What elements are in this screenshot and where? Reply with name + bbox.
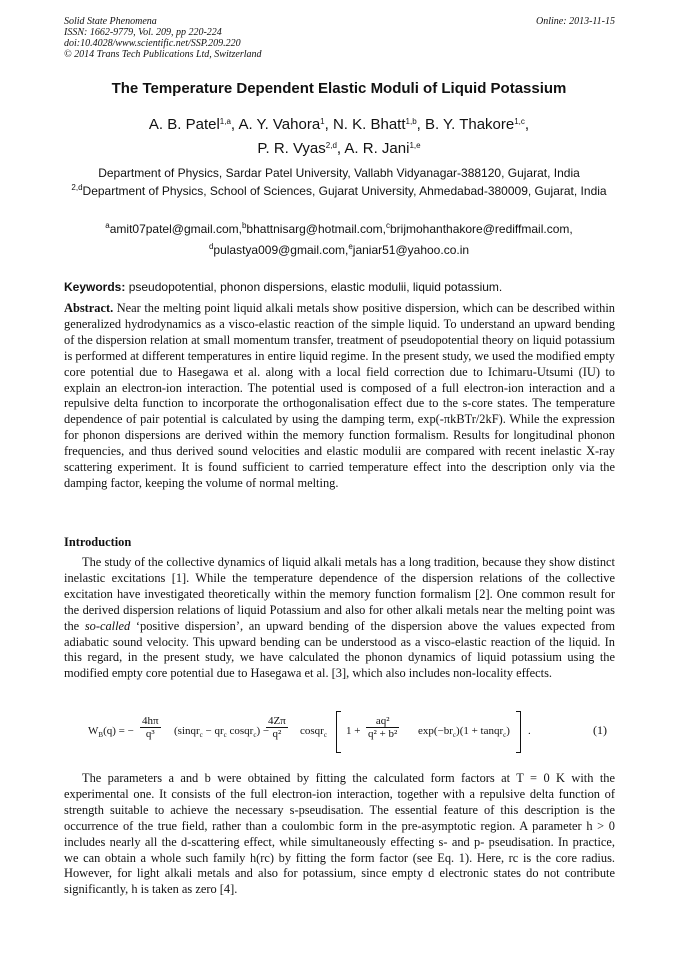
section-heading-introduction: Introduction xyxy=(64,535,132,549)
issn: ISSN: 1662-9779, Vol. 209, pp 220-224 xyxy=(64,27,222,38)
emails-line-2: $^d$pulastya009@gmail.com,$^e$janiar51@yahoo.co.in xyxy=(208,242,470,257)
intro-paragraph-2: The parameters a and b were obtained by fitting the calculated form factors at T = 0 K with the experimental one. It consists of the full electron-ion interaction, together with a repulsive delta function of strength suitable to achieve the necessary s-pseudisation. The essential feature of this description is the occurrence of the true field, rather than a coulombic form in the pre-asymptotic region. A parameter h > 0 includes nearly all the d-scattering effect, while simultaneously effecting s- and p- pseudisation. In practice, we can obtain a whole such family h(rc) by fitting the form factor (see Eq. 1). Here, rc is the core radius. However, for light alkali metals and also for potassium, since empty d electronic states do not contribute significantly, h is taken as zero [4]. xyxy=(64,771,615,897)
equation-1: $W_B(q)$ = − $\frac{4h\pi}{\text{q³}}$ (sinqr$_c$ − $qr_c$ cosqr$_c$) − $\frac{4Z\pi}{\text{q²}}$ cosqr$_c$ 1 + $\frac{\text{aq²}}{\text{q² + b²}}$ $\exp(-br_c)(1$ + tanqr$_c$) . (1) xyxy=(88,711,608,755)
authors-line-1: A. B. Patel$^{1,a}$, A. Y. Vahora$^1$, N. K. Bhatt$^{1,b}$, B. Y. Thakore$^{1,c}$, xyxy=(148,116,530,133)
email: pulastya009@gmail.com, xyxy=(213,243,349,257)
abstract xyxy=(64,301,615,492)
keywords-text: pseudopotential, phonon dispersions, elastic modulii, liquid potassium. xyxy=(125,280,503,294)
left-bracket xyxy=(336,711,341,753)
emails-line-1: $^a$amit07patel@gmail.com,$^b$bhattnisarg@hotmail.com,$^c$brijmohanthakore@rediffmail.com, xyxy=(105,221,573,236)
email: amit07patel@gmail.com, xyxy=(109,222,242,236)
copyright: © 2014 Trans Tech Publications Ltd, Switzerland xyxy=(64,49,262,60)
abstract-label: Abstract. xyxy=(64,301,114,315)
email: janiar51@yahoo.co.in xyxy=(352,243,470,257)
keywords xyxy=(64,280,615,294)
affiliation-2: $^{2,d}$Department of Physics, School of Sciences, Gujarat University, Ahmedabad-380009, Gujarat, India xyxy=(71,183,607,198)
author: A. B. Patel xyxy=(148,116,220,133)
right-bracket xyxy=(516,711,521,753)
author: A. R. Jani xyxy=(344,140,410,157)
abstract-text: Near the melting point liquid alkali metals show positive dispersion, which can be described within generalized hydrodynamics as a visco-elastic reaction of the simple liquid. To understand an upward bending of the dispersion relation at small momentum transfer, treatment of pseudopotential theory on liquid potassium is performed at different temperatures in entire liquid regime. In the present study, we used the modified empty core potential due to Hasegawa et al. along with a local field correction due to Ichimaru-Utsumi (IU) to explain an electron-ion interaction. The potential used is composed of a full electron-ion interaction and a repulsive delta function to incorporate the orthogonalisation effect due to the s-core states. The temperature dependence of pair potential is calculated by using the damping term, exp(-πkBTr/2kF). While the expression for phonon dispersions are derived within the memory function formalism. Results for longitudinal phonon frequencies, and thus derived sound velocities and elastic modulii are compared with recent inelastic X-ray scattering experiment. It is found sufficient to carried temperature effect into the description only via the damping factor, keeping the volume of normal melting. xyxy=(64,301,615,490)
journal-name: Solid State Phenomena xyxy=(64,16,157,27)
paper-title: The Temperature Dependent Elastic Moduli of Liquid Potassium xyxy=(111,80,567,97)
email: brijmohanthakore@rediffmail.com, xyxy=(390,222,573,236)
doi: doi:10.4028/www.scientific.net/SSP.209.220 xyxy=(64,38,241,49)
running-header xyxy=(64,16,262,60)
author: B. Y. Thakore xyxy=(424,116,515,133)
email: bhattnisarg@hotmail.com, xyxy=(246,222,386,236)
author: A. Y. Vahora xyxy=(238,116,321,133)
keywords-label: Keywords: xyxy=(64,280,126,294)
author: P. R. Vyas xyxy=(257,140,326,157)
online-date: Online: 2013-11-15 xyxy=(536,16,615,27)
affiliation-1: Department of Physics, Sardar Patel University, Vallabh Vidyanagar-388120, Gujarat, India xyxy=(98,166,580,180)
author: N. K. Bhatt xyxy=(332,116,406,133)
intro-paragraph-1: The study of the collective dynamics of liquid alkali metals has a long tradition, because they show distinct inelastic excitations [1]. While the temperature dependence of the dispersion relations of the collective excitation have investigated theoretically within the memory function formalism [2]. One common result for the derived dispersion relations of liquid Potassium and also for other alkali metals near the melting point was the so-called ‘positive dispersion’, an upward bending of the dispersion above the values expected from adiabatic sound velocity. This upward bending can be understood as a visco-elastic reaction of the liquid. In this regard, in the present study, we have calculated the phonon dynamics of liquid potassium using the modified empty core potential due to Hasegawa et al. [3], which also includes non-locality effects. xyxy=(64,555,615,681)
authors-line-2: P. R. Vyas$^{2,d}$, A. R. Jani$^{1,e}$ xyxy=(257,140,421,157)
equation-number: (1) xyxy=(593,723,607,737)
